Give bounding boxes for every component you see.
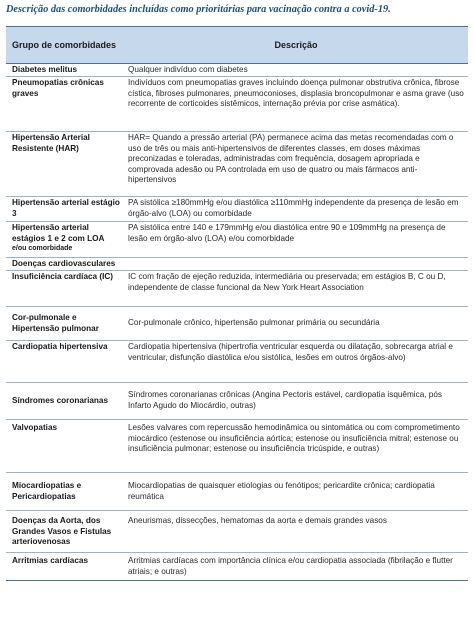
row-group: Cardiopatia hipertensiva <box>12 342 108 351</box>
row-description: Qualquer indivíduo com diabetes <box>128 65 248 74</box>
table-row <box>6 64 468 77</box>
row-description: Miocardiopatias de quaisquer etiologias ou fenótipos; pericardite crônica; cardiopatia reumática <box>128 480 435 501</box>
table-row <box>6 307 468 341</box>
table-row <box>6 473 468 511</box>
row-description: PA sistólica entre 140 e 179mmHg e/ou diastólica entre 90 e 109mmHg na presença de lesão em órgão-alvo (LOA) e/ou comorbidade <box>128 223 446 243</box>
row-description: Cardiopatia hipertensiva (hipertrofia ventricular esquerda ou dilatação, sobrecarga atrial e ventricular, disfunção diastólica e/ou sistólica, lesões em outros órgãos-alvo) <box>128 342 453 362</box>
comorbidities-table <box>6 26 468 581</box>
row-group: Valvopatias <box>12 423 58 432</box>
table-row <box>6 197 468 222</box>
row-description <box>226 258 468 270</box>
row-group <box>6 222 124 257</box>
table-row <box>6 553 468 581</box>
row-group-sub: e/ou comorbidade <box>12 245 73 253</box>
row-description: PA sistólica ≥180mmHg e/ou diastólica ≥110mmHg independente da presença de lesão em órgão-alvo (LOA) ou comorbidade <box>128 198 459 218</box>
row-group: Pneumopatias crônicas graves <box>12 78 104 98</box>
row-group: Insuficiência cardíaca (IC) <box>12 272 114 281</box>
row-description: HAR= Quando a pressão arterial (PA) permanece acima das metas recomendadas com o uso de três ou mais anti-hipertensivos de diferentes classes, em doses máximas preconizadas e toleradas, administradas com frequência, dosagem apropriada e comprovada adesão ou PA controlada em uso de quatro ou mais fármacos anti-hipertensivos <box>128 133 454 185</box>
row-description: Cor-pulmonale crônico, hipertensão pulmonar primária ou secundária <box>128 318 380 328</box>
row-description: Arritmias cardíacas com importância clínica e/ou cardiopatia associada (fibrilação e flutter atriais; e outras) <box>128 556 453 576</box>
table-row <box>6 511 468 553</box>
row-group: Arritmias cardíacas <box>12 556 89 565</box>
row-description: Síndromes coronarianas crônicas (Angina Pectoris estável, cardiopatia isquêmica, pós Infarto Agudo do Miocárdio, outras) <box>128 390 443 410</box>
table-row <box>6 383 468 420</box>
row-group: Cor-pulmonale e Hipertensão pulmonar <box>12 312 99 333</box>
table-caption: Descrição das comorbidades incluídas como prioritárias para vacinação contra a covid-19. <box>6 4 391 15</box>
header-group: Grupo de comorbidades <box>12 40 117 50</box>
row-group: Síndromes coronarianas <box>12 395 109 405</box>
row-group: Diabetes melitus <box>12 65 78 74</box>
row-group: Hipertensão arterial estágio 3 <box>12 198 120 218</box>
table-row <box>6 222 468 258</box>
row-group: Hipertensão Arterial Resistente (HAR) <box>12 133 90 153</box>
row-description: Aneurismas, dissecções, hematomas da aorta e demais grandes vasos <box>128 516 387 525</box>
row-group: Doenças cardiovasculares <box>12 259 116 268</box>
row-group-main: Hipertensão arterial estágios 1 e 2 com LOA <box>12 223 105 243</box>
table-row <box>6 271 468 307</box>
row-description: Lesões valvares com repercussão hemodinâmica ou sintomática ou com comprometimento miocárdico (estenose ou insuficiência aórtica; estenose ou insuficiência mitral; estenose ou insuficiência pulmonar; estenose ou insuficiência tricúspide, e outras) <box>128 423 460 454</box>
table-row <box>6 77 468 132</box>
row-group: Doenças da Aorta, dos Grandes Vasos e Fistulas arteriovenosas <box>12 516 112 547</box>
table-row <box>6 132 468 197</box>
table-header <box>6 26 468 64</box>
table-row <box>6 420 468 473</box>
row-description: IC com fração de ejeção reduzida, intermediária ou preservada; em estágios B, C ou D, independente de classe funcional da New York Heart Association <box>128 272 446 292</box>
row-description: Indivíduos com pneumopatias graves incluindo doença pulmonar obstrutiva crônica, fibrose cística, fibroses pulmonares, pneumoconioses, displasia broncopulmonar e asma grave (uso recorrente de corticoides sistêmicos, internação prévia por crise asmática). <box>128 78 464 109</box>
table-row <box>6 341 468 383</box>
header-description: Descrição <box>274 40 318 50</box>
row-group: Miocardiopatias e Pericardiopatias <box>12 480 82 501</box>
table-row <box>6 258 468 271</box>
